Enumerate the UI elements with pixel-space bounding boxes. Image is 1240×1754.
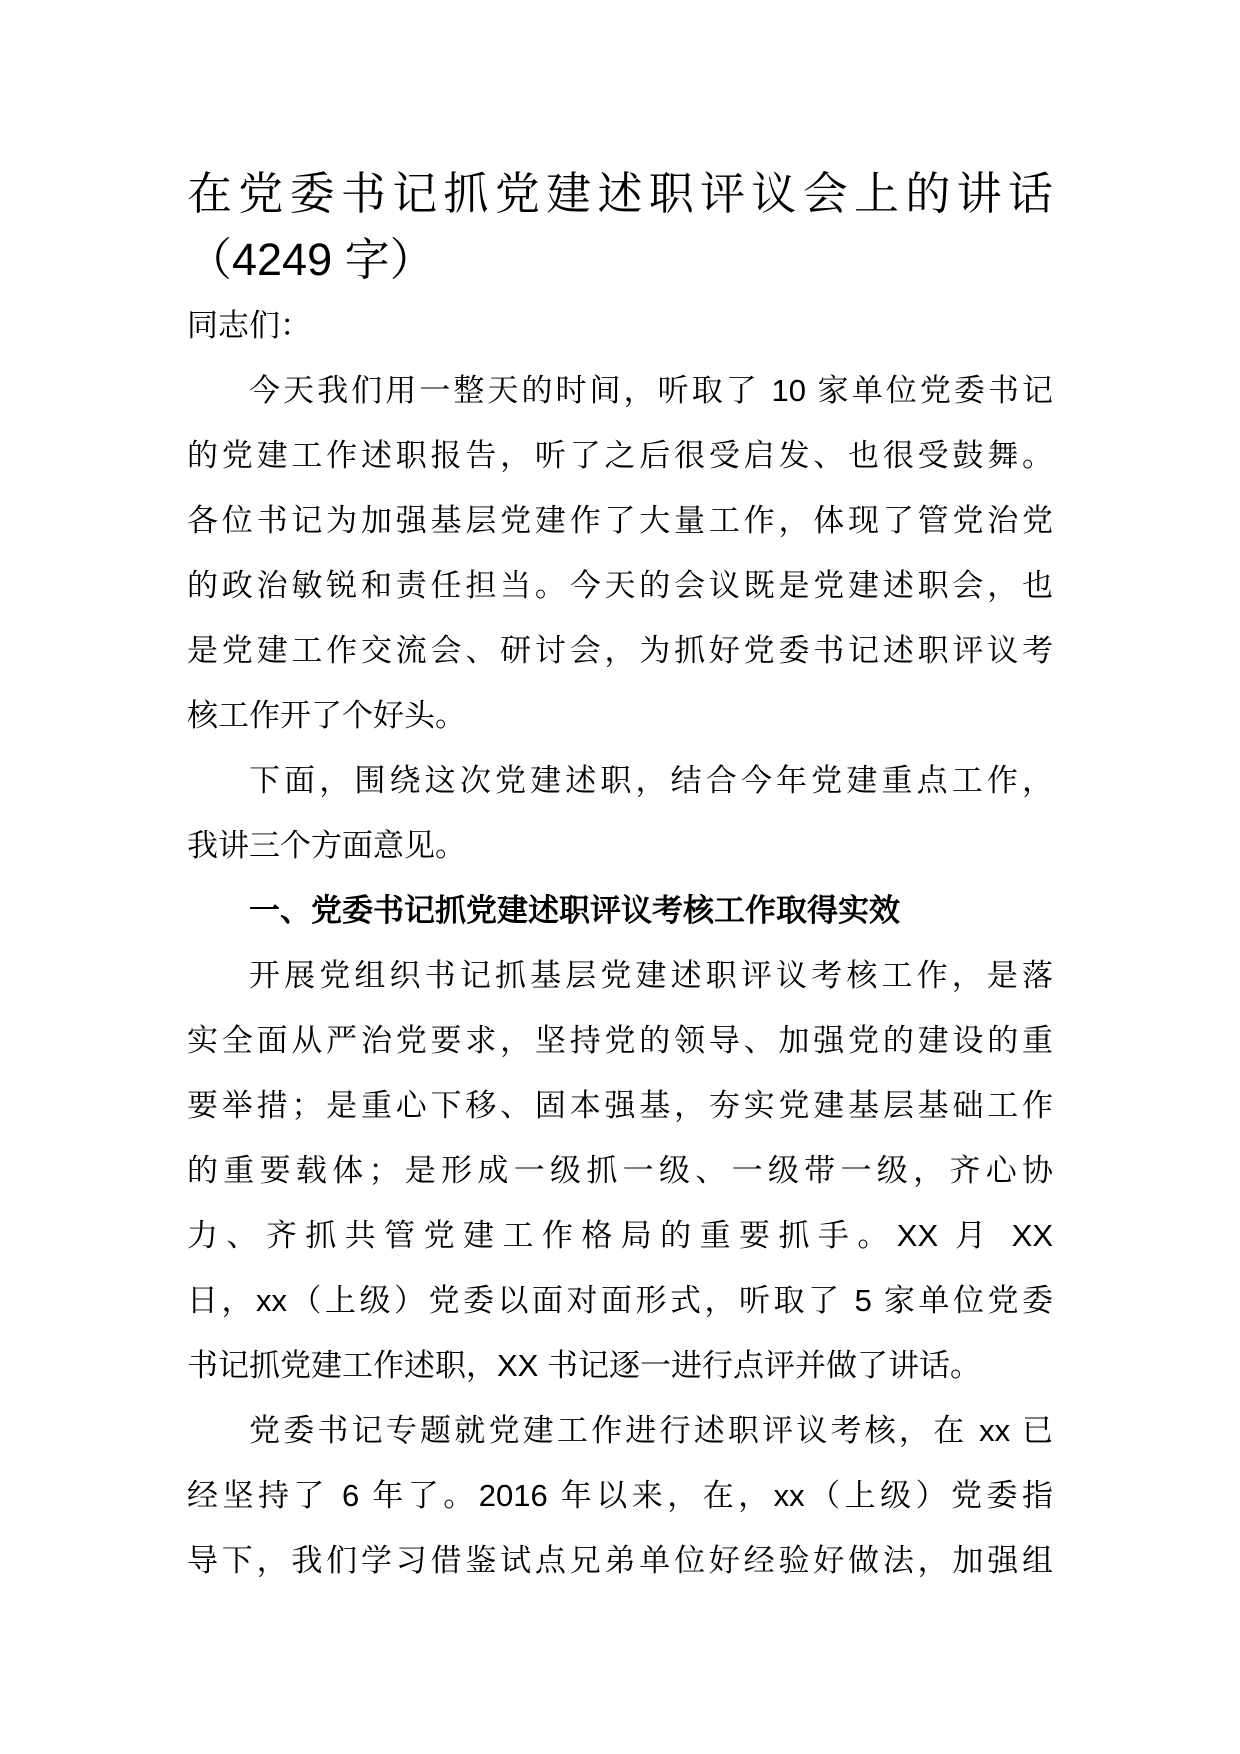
paragraph-line: 是党建工作交流会、研讨会，为抓好党委书记述职评议考 bbox=[187, 633, 1053, 668]
paragraph-line: 书记抓党建工作述职，XX 书记逐一进行点评并做了讲话。 bbox=[187, 1348, 981, 1383]
paragraph-line: 要举措；是重心下移、固本强基，夯实党建基层基础工作 bbox=[187, 1088, 1053, 1123]
paragraph-line: 的党建工作述职报告，听了之后很受启发、也很受鼓舞。 bbox=[187, 438, 1053, 473]
paragraph-line: 核工作开了个好头。 bbox=[187, 698, 466, 733]
paragraph-line: 日，xx（上级）党委以面对面形式，听取了 5 家单位党委 bbox=[187, 1283, 1053, 1318]
paragraph-line: 的政治敏锐和责任担当。今天的会议既是党建述职会，也 bbox=[187, 568, 1053, 603]
paragraph-line: 的重要载体；是形成一级抓一级、一级带一级，齐心协 bbox=[187, 1153, 1053, 1188]
paragraph-line: 我讲三个方面意见。 bbox=[187, 828, 466, 863]
paragraph-line: 今天我们用一整天的时间，听取了 10 家单位党委书记 bbox=[249, 373, 1053, 408]
document-title-line: 在党委书记抓党建述职评议会上的讲话 bbox=[187, 168, 1053, 219]
paragraph-line: 经坚持了 6 年了。2016 年以来，在，xx（上级）党委指 bbox=[187, 1478, 1053, 1513]
document-title-line: （4249 字） bbox=[187, 234, 435, 285]
paragraph-line: 下面，围绕这次党建述职，结合今年党建重点工作， bbox=[249, 763, 1053, 798]
paragraph-line: 各位书记为加强基层党建作了大量工作，体现了管党治党 bbox=[187, 503, 1053, 538]
paragraph-line: 党委书记专题就党建工作进行述职评议考核，在 xx 已 bbox=[249, 1413, 1053, 1448]
section-heading-line: 一、党委书记抓党建述职评议考核工作取得实效 bbox=[249, 893, 900, 928]
paragraph-line: 开展党组织书记抓基层党建述职评议考核工作，是落 bbox=[249, 958, 1053, 993]
paragraph-line: 力、齐抓共管党建工作格局的重要抓手。XX 月 XX bbox=[187, 1218, 1053, 1253]
paragraph-line: 实全面从严治党要求，坚持党的领导、加强党的建设的重 bbox=[187, 1023, 1053, 1058]
paragraph-line: 导下，我们学习借鉴试点兄弟单位好经验好做法，加强组 bbox=[187, 1543, 1053, 1578]
document-content bbox=[187, 161, 1053, 1593]
paragraph-line: 同志们： bbox=[187, 308, 311, 343]
